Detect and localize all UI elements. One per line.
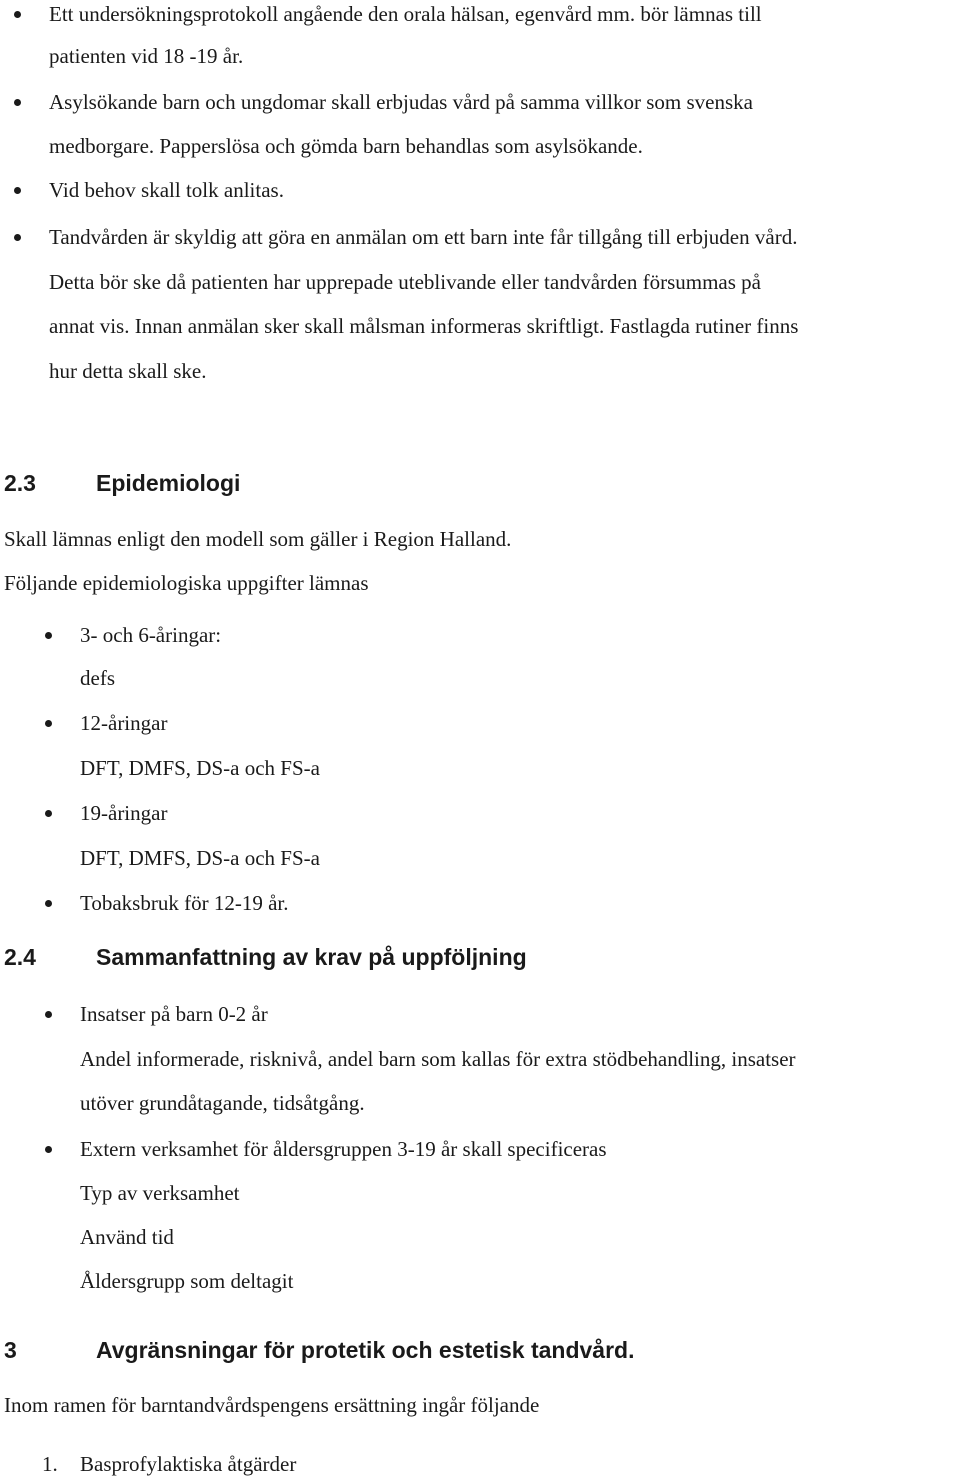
list-item: Tobaksbruk för 12-19 år.: [80, 891, 289, 915]
section-number: 2.4: [4, 944, 36, 970]
list-item: Insatser på barn 0-2 år: [80, 1002, 268, 1026]
bullet-dot: [45, 1146, 52, 1153]
bullet-dot: [14, 11, 21, 18]
list-item-detail: DFT, DMFS, DS-a och FS-a: [80, 846, 320, 870]
section-title: Avgränsningar för protetik och estetisk tandvård.: [96, 1337, 635, 1363]
body-text: medborgare. Papperslösa och gömda barn behandlas som asylsökande.: [49, 134, 643, 158]
section-heading: [4, 1339, 904, 1365]
body-text: Skall lämnas enligt den modell som gäller i Region Halland.: [4, 527, 512, 551]
section-number: 3: [4, 1337, 17, 1363]
section-heading: [4, 946, 904, 972]
list-item: Extern verksamhet för åldersgruppen 3-19 år skall specificeras: [80, 1137, 607, 1161]
list-item-detail: Typ av verksamhet: [80, 1181, 240, 1205]
list-item-detail: Åldersgrupp som deltagit: [80, 1269, 294, 1293]
bullet-dot: [45, 720, 52, 727]
list-item-detail: Andel informerade, risknivå, andel barn som kallas för extra stödbehandling, insatser: [80, 1047, 796, 1071]
list-item-detail: Använd tid: [80, 1225, 174, 1249]
bullet-dot: [14, 99, 21, 106]
list-item: 3- och 6-åringar:: [80, 623, 222, 647]
body-text: annat vis. Innan anmälan sker skall målsman informeras skriftligt. Fastlagda rutiner finns: [49, 314, 799, 338]
section-title: Epidemiologi: [96, 470, 241, 496]
body-text: Tandvården är skyldig att göra en anmälan om ett barn inte får tillgång till erbjuden vård.: [49, 225, 798, 249]
list-item-detail: defs: [80, 666, 115, 690]
numbered-list-marker: 1.: [42, 1452, 58, 1476]
bullet-dot: [14, 234, 21, 241]
bullet-dot: [45, 1011, 52, 1018]
body-text: Ett undersökningsprotokoll angående den orala hälsan, egenvård mm. bör lämnas till: [49, 2, 762, 26]
bullet-dot: [14, 187, 21, 194]
section-title: Sammanfattning av krav på uppföljning: [96, 944, 527, 970]
bullet-dot: [45, 810, 52, 817]
body-text: Vid behov skall tolk anlitas.: [49, 178, 284, 202]
body-text: hur detta skall ske.: [49, 359, 207, 383]
bullet-dot: [45, 632, 52, 639]
body-text: patienten vid 18 -19 år.: [49, 44, 244, 68]
body-text: Följande epidemiologiska uppgifter lämnas: [4, 571, 369, 595]
body-text: Inom ramen för barntandvårdspengens ersättning ingår följande: [4, 1393, 540, 1417]
section-number: 2.3: [4, 470, 36, 496]
bullet-dot: [45, 900, 52, 907]
list-item: 19-åringar: [80, 801, 168, 825]
list-item-detail: DFT, DMFS, DS-a och FS-a: [80, 756, 320, 780]
list-item: 12-åringar: [80, 711, 168, 735]
numbered-list-item: Basprofylaktiska åtgärder: [80, 1452, 297, 1476]
body-text: Asylsökande barn och ungdomar skall erbjudas vård på samma villkor som svenska: [49, 90, 753, 114]
section-heading: [4, 472, 904, 498]
body-text: Detta bör ske då patienten har upprepade uteblivande eller tandvården försummas på: [49, 270, 761, 294]
list-item-detail: utöver grundåtagande, tidsåtgång.: [80, 1091, 365, 1115]
